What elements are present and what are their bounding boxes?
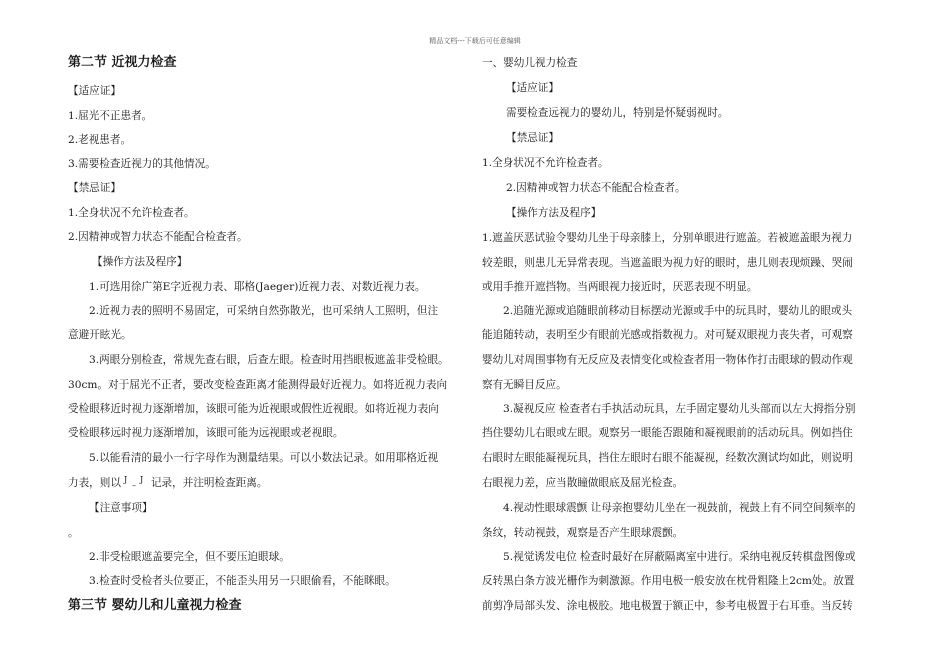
text-run: 记录，并注明检查距离。 [150,477,268,489]
indications-label: 【适应证】 [68,85,121,97]
indication-item: 3.需要检查近视力的其他情况。 [68,158,216,170]
method-paragraph: 察有无瞬目反应。 [482,379,567,391]
contra-item: 1.全身状况不允许检查者。 [68,207,195,219]
note-item: 。 [68,527,79,539]
method-paragraph: 2.近视力表的照明不易固定，可采纳自然弥散光，也可采纳人工照明，但注 [89,305,439,317]
method-paragraph [68,476,268,490]
jaeger-j2: J [139,475,144,484]
method-paragraph: 3.凝视反应 检查者右手执活动玩具，左手固定婴幼儿头部而以左大拇指分别 [503,403,856,415]
method-paragraph: 受检眼移远时视力逐渐增加，该眼可能为远视眼或老视眼。 [68,427,344,439]
method-paragraph: 4.视动性眼球震颤 让母亲抱婴幼儿坐在一视鼓前，视鼓上有不同空间频率的 [503,502,856,514]
method-paragraph: 30cm。对于屈光不正者，要改变检查距离才能测得最好近视力。如将近视力表向 [68,379,448,391]
method-paragraph: 受检眼移近时视力逐渐增加，该眼可能为近视眼或假性近视眼。如将近视力表向 [68,403,439,415]
method-paragraph: 3.两眼分别检查，常规先查右眼，后查左眼。检查时用挡眼板遮盖非受检眼。 [89,354,449,366]
subsection-title: 一、婴幼儿视力检查 [482,57,578,69]
indication-item: 1.屈光不正患者。 [68,110,153,122]
text-run: 力表，则以 [68,477,121,489]
method-paragraph: 条纹，转动视鼓，观察是否产生眼球震颤。 [482,527,684,539]
contra-item: 2.因精神或智力状态不能配合检查者。 [506,182,686,194]
method-paragraph: 2.追随光源或追随眼前移动目标摆动光源或手中的玩具时，婴幼儿的眼或头 [503,305,853,317]
notes-label: 【注意事项】 [89,502,153,514]
contra-item: 2.因精神或智力状态不能配合检查者。 [68,231,248,243]
jaeger-j1: J [123,475,128,484]
indications-label: 【适应证】 [506,82,559,94]
method-paragraph: 能追随转动，表明至少有眼前光感或指数视力。对可疑双眼视力丧失者，可观察 [482,329,853,341]
page-header: 精品文档---下载后可任意编辑 [429,37,521,45]
contra-label: 【禁忌证】 [68,182,121,194]
contra-label: 【禁忌证】 [506,132,559,144]
method-paragraph: 前剪净局部头发、涂电极胶。地电极置于额正中，参考电极置于右耳垂。当反转 [482,600,853,612]
method-paragraph: 5.以能看清的最小一行字母作为测量结果。可以小数法记录。如用耶格近视 [89,452,439,464]
method-paragraph: 右眼时左眼能凝视玩具，挡住左眼时右眼不能凝视，经数次测试均如此，则说明 [482,452,853,464]
method-paragraph: 或用手推开遮挡物。当两眼视力接近时，厌恶表现不明显。 [482,281,758,293]
jaeger-dash: – [131,481,136,490]
method-paragraph: 意避开眩光。 [68,329,132,341]
jaeger-fraction [121,476,151,490]
indication-item: 2.老视患者。 [68,134,132,146]
section-title: 第三节 婴幼儿和儿童视力检查 [68,598,242,613]
method-paragraph: 1.遮盖厌恶试验令婴幼儿坐于母亲膝上，分别单眼进行遮盖。若被遮盖眼为视力 [482,232,853,244]
method-paragraph: 1.可选用徐广第E字近视力表、耶格(Jaeger)近视力表、对数近视力表。 [89,281,426,293]
contra-item: 1.全身状况不允许检查者。 [482,157,609,169]
method-paragraph: 反转黑白条方波光栅作为刺激源。作用电极一般安放在枕骨粗隆上2cm处。放置 [482,575,855,587]
method-paragraph: 右眼视力差，应当散瞳做眼底及屈光检查。 [482,477,684,489]
method-paragraph: 挡住婴幼儿右眼或左眼。观察另一眼能否跟随和凝视眼前的活动玩具。例如挡住 [482,427,853,439]
method-paragraph: 较差眼，则患儿无异常表现。当遮盖眼为视力好的眼时，患儿则表现烦躁、哭闹 [482,257,853,269]
method-label: 【操作方法及程序】 [506,207,602,219]
method-paragraph: 婴幼儿对周围事物有无反应及表情变化或检查者用一物体作打击眼球的假动作观 [482,354,853,366]
section-title: 第二节 近视力检查 [68,55,177,70]
method-label: 【操作方法及程序】 [92,256,188,268]
note-item: 2.非受检眼遮盖要完全，但不要压迫眼球。 [89,551,290,563]
note-item: 3.检查时受检者头位要正，不能歪头用另一只眼偷看，不能眯眼。 [89,575,396,587]
indication-text: 需要检查远视力的婴幼儿，特别是怀疑弱视时。 [506,107,729,119]
method-paragraph: 5.视觉诱发电位 检查时最好在屏蔽隔离室中进行。采纳电视反转棋盘图像或 [503,551,856,563]
